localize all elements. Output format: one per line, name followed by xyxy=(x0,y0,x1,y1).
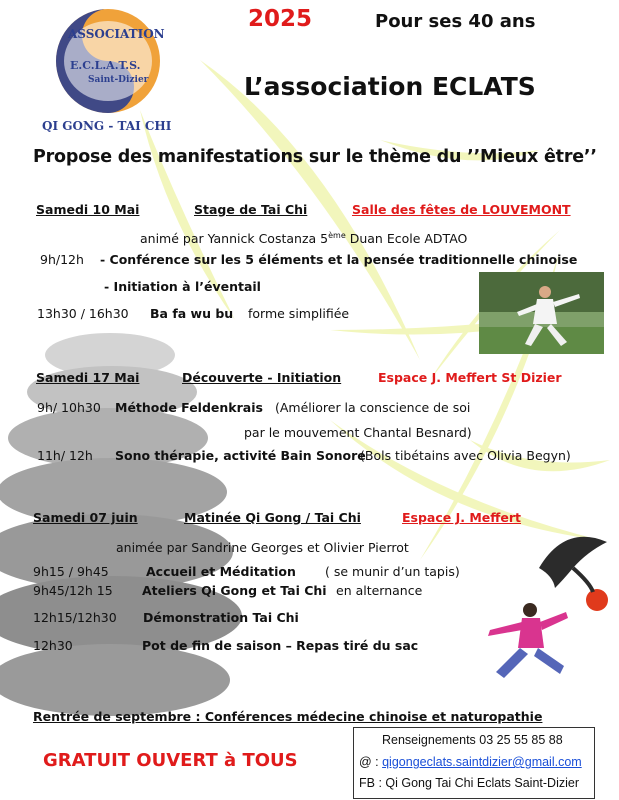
event3-row1-time: 9h15 / 9h45 xyxy=(33,564,109,579)
event1-date: Samedi 10 Mai xyxy=(36,202,140,217)
event3-row2-note: en alternance xyxy=(336,583,423,598)
event1-row2-text: - Initiation à l’éventail xyxy=(104,279,261,294)
event3-host: animée par Sandrine Georges et Olivier Pierrot xyxy=(116,540,409,555)
event3-row2-time: 9h45/12h 15 xyxy=(33,583,113,598)
contact-facebook: FB : Qi Gong Tai Chi Eclats Saint-Dizier xyxy=(359,776,579,790)
contact-email-link[interactable]: qigongeclats.saintdizier@gmail.com xyxy=(382,755,582,769)
tai-chi-photo xyxy=(479,272,604,354)
event1-row1-time: 9h/12h xyxy=(40,252,84,267)
contact-email-row xyxy=(359,755,582,769)
event1-place: Salle des fêtes de LOUVEMONT xyxy=(352,202,571,217)
event3-row3-text: Démonstration Tai Chi xyxy=(143,610,299,625)
event1-host-sup: ème xyxy=(328,231,346,240)
association-logo xyxy=(40,5,190,135)
event3-row4-text: Pot de fin de saison – Repas tiré du sac xyxy=(142,638,419,653)
event2-row1-time: 9h/ 10h30 xyxy=(37,400,101,415)
logo-line-city: Saint-Dizier xyxy=(88,75,149,85)
contact-phone: Renseignements 03 25 55 85 88 xyxy=(382,733,563,747)
contact-box xyxy=(353,727,595,799)
event2-row1-note: (Améliorer la conscience de soi xyxy=(275,400,471,415)
contact-email-prefix: @ : xyxy=(359,755,383,769)
event1-host-suffix: Duan Ecole ADTAO xyxy=(345,231,468,247)
rentree-notice: Rentrée de septembre : Conférences médecine chinoise et naturopathie xyxy=(33,709,543,724)
year: 2025 xyxy=(248,6,313,32)
event1-host-prefix: animé par Yannick Costanza 5 xyxy=(140,231,329,247)
event2-row2-note: (Bols tibétains avec Olivia Begyn) xyxy=(360,448,571,463)
event3-row1-text: Accueil et Méditation xyxy=(146,564,296,579)
event1-row3-time: 13h30 / 16h30 xyxy=(37,306,129,321)
event1-title: Stage de Tai Chi xyxy=(194,202,308,217)
anniversary: Pour ses 40 ans xyxy=(375,11,536,32)
event3-title: Matinée Qi Gong / Tai Chi xyxy=(184,510,361,525)
page-title: L’association ECLATS xyxy=(244,72,536,101)
logo-line-eclats: E.C.L.A.T.S. xyxy=(70,59,141,72)
ink-painting-illustration xyxy=(535,528,615,608)
event1-row3-text: Ba fa wu bu xyxy=(150,306,234,321)
event3-row1-note: ( se munir d’un tapis) xyxy=(325,564,460,579)
event2-date: Samedi 17 Mai xyxy=(36,370,140,385)
event2-row1-text: Méthode Feldenkrais xyxy=(115,400,263,415)
event3-row3-time: 12h15/12h30 xyxy=(33,610,117,625)
event2-row1-note2: par le mouvement Chantal Besnard) xyxy=(244,425,472,440)
event2-row2-text: Sono thérapie, activité Bain Sonore xyxy=(115,448,366,463)
tai-chi-figure-illustration xyxy=(468,600,578,690)
event1-row1-text: - Conférence sur les 5 éléments et la pensée traditionnelle chinoise xyxy=(100,252,578,267)
event1-row3-note: forme simplifiée xyxy=(248,306,350,321)
event2-place: Espace J. Meffert St Dizier xyxy=(378,370,562,385)
event3-date: Samedi 07 juin xyxy=(33,510,138,525)
event3-row2-text: Ateliers Qi Gong et Tai Chi xyxy=(142,583,327,598)
event1-host xyxy=(140,231,467,246)
page-subtitle: Propose des manifestations sur le thème du ’’Mieux être’’ xyxy=(33,147,597,167)
logo-line-association: ASSOCIATION xyxy=(68,27,165,41)
logo-caption: QI GONG - TAI CHI xyxy=(42,119,172,133)
event3-row4-time: 12h30 xyxy=(33,638,73,653)
event3-place: Espace J. Meffert xyxy=(402,510,522,525)
event2-title: Découverte - Initiation xyxy=(182,370,342,385)
free-banner: GRATUIT OUVERT à TOUS xyxy=(43,750,298,771)
event2-row2-time: 11h/ 12h xyxy=(37,448,93,463)
